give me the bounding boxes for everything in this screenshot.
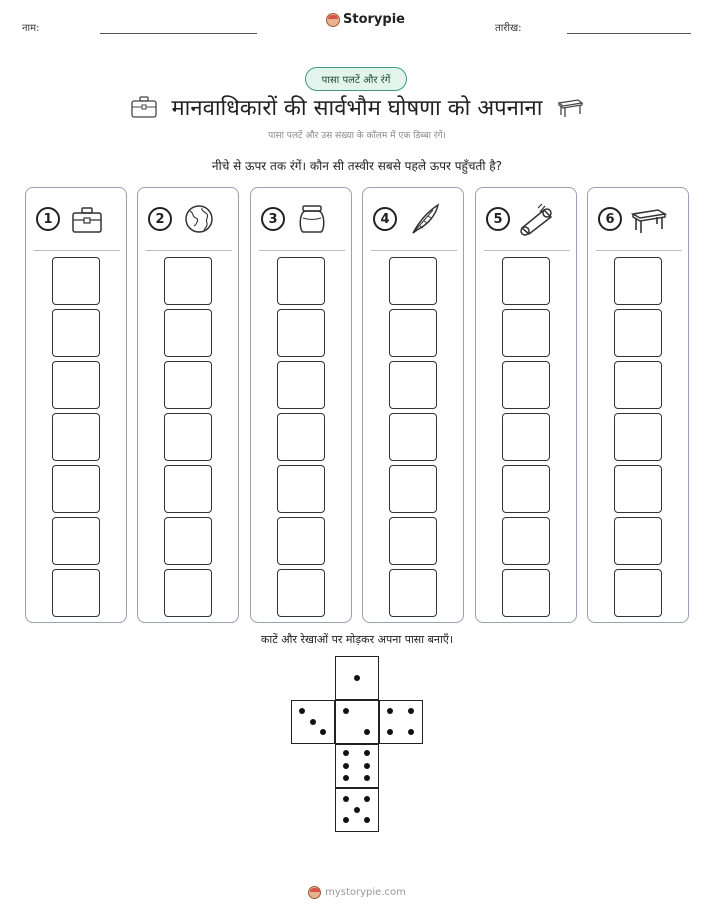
color-box[interactable] <box>502 517 550 565</box>
dice-pip <box>343 750 349 756</box>
column-divider <box>484 250 570 251</box>
dice-face-5 <box>335 788 379 832</box>
color-box[interactable] <box>164 569 212 617</box>
color-box[interactable] <box>164 257 212 305</box>
brand-logo <box>326 12 405 27</box>
column-2 <box>137 187 239 623</box>
name-label: नाम: <box>22 23 40 34</box>
dice-pip <box>354 675 360 681</box>
column-1 <box>25 187 127 623</box>
color-box[interactable] <box>277 517 325 565</box>
column-header <box>598 202 668 236</box>
bear-icon <box>326 13 340 27</box>
dice-pip <box>343 796 349 802</box>
dice-pip <box>364 750 370 756</box>
color-box[interactable] <box>277 309 325 357</box>
color-box[interactable] <box>614 413 662 461</box>
column-divider <box>371 250 457 251</box>
color-box[interactable] <box>502 361 550 409</box>
dice-face-6 <box>335 744 379 788</box>
color-box[interactable] <box>502 309 550 357</box>
dice-face-1 <box>335 656 379 700</box>
dice-pip <box>343 775 349 781</box>
color-box[interactable] <box>502 569 550 617</box>
column-3 <box>250 187 352 623</box>
date-line <box>567 33 691 34</box>
bear-icon <box>308 886 321 899</box>
column-4 <box>362 187 464 623</box>
dice-pip <box>310 719 316 725</box>
dice-face-4 <box>379 700 423 744</box>
dice-pip <box>364 763 370 769</box>
color-box[interactable] <box>277 257 325 305</box>
column-number: 5 <box>486 207 510 231</box>
color-box[interactable] <box>52 309 100 357</box>
color-box[interactable] <box>614 517 662 565</box>
color-box[interactable] <box>277 413 325 461</box>
date-label: तारीख: <box>495 23 522 34</box>
color-box[interactable] <box>614 465 662 513</box>
brand-name: Storypie <box>343 12 405 27</box>
footer-url: mystorypie.com <box>325 887 406 898</box>
dice-pip <box>364 775 370 781</box>
footer <box>0 886 714 899</box>
dice-pip <box>343 763 349 769</box>
color-box[interactable] <box>614 569 662 617</box>
color-box[interactable] <box>164 361 212 409</box>
column-header <box>36 202 106 236</box>
dice-pip <box>387 708 393 714</box>
column-number: 1 <box>36 207 60 231</box>
dice-pip <box>364 796 370 802</box>
dice-face-2 <box>335 700 379 744</box>
table-icon <box>556 94 584 120</box>
color-box[interactable] <box>614 309 662 357</box>
color-box[interactable] <box>614 257 662 305</box>
color-box[interactable] <box>389 465 437 513</box>
cut-instruction: काटें और रेखाओं पर मोड़कर अपना पासा बनाएँ। <box>260 633 454 646</box>
color-box[interactable] <box>52 361 100 409</box>
globe-icon <box>180 202 218 236</box>
color-box[interactable] <box>389 257 437 305</box>
color-box[interactable] <box>502 465 550 513</box>
column-6 <box>587 187 689 623</box>
title-row <box>0 92 714 122</box>
color-box[interactable] <box>277 569 325 617</box>
color-box[interactable] <box>52 517 100 565</box>
column-header <box>261 202 331 236</box>
briefcase-icon <box>130 94 158 120</box>
scroll-icon <box>518 202 556 236</box>
briefcase-icon <box>68 202 106 236</box>
color-box[interactable] <box>164 465 212 513</box>
column-divider <box>259 250 345 251</box>
dice-pip <box>354 807 360 813</box>
color-box[interactable] <box>389 309 437 357</box>
page-title: मानवाधिकारों की सार्वभौम घोषणा को अपनाना <box>171 96 543 121</box>
color-box[interactable] <box>502 413 550 461</box>
activity-badge: पासा पलटें और रंगें <box>305 67 407 91</box>
name-line <box>100 33 257 34</box>
subtitle: पासा पलटें और उस संख्या के कॉलम में एक डिब्बा रंगें। <box>268 131 446 141</box>
color-box[interactable] <box>52 257 100 305</box>
color-box[interactable] <box>389 517 437 565</box>
dice-pip <box>408 729 414 735</box>
column-number: 3 <box>261 207 285 231</box>
dice-pip <box>364 729 370 735</box>
color-box[interactable] <box>52 465 100 513</box>
dice-pip <box>387 729 393 735</box>
color-box[interactable] <box>164 517 212 565</box>
color-box[interactable] <box>277 465 325 513</box>
column-divider <box>596 250 682 251</box>
dice-pip <box>343 817 349 823</box>
dice-pip <box>320 729 326 735</box>
column-header <box>373 202 443 236</box>
dice-pip <box>299 708 305 714</box>
color-box[interactable] <box>614 361 662 409</box>
color-box[interactable] <box>389 361 437 409</box>
quill-icon <box>405 202 443 236</box>
column-number: 4 <box>373 207 397 231</box>
dice-face-3 <box>291 700 335 744</box>
color-box[interactable] <box>277 361 325 409</box>
column-5 <box>475 187 577 623</box>
dice-pip <box>343 708 349 714</box>
instruction-text: नीचे से ऊपर तक रंगें। कौन सी तस्वीर सबसे पहले ऊपर पहुँचती है? <box>211 159 503 173</box>
color-box[interactable] <box>164 309 212 357</box>
column-divider <box>146 250 232 251</box>
color-box[interactable] <box>164 413 212 461</box>
column-divider <box>34 250 120 251</box>
color-box[interactable] <box>52 569 100 617</box>
ink-pot-icon <box>293 202 331 236</box>
column-number: 6 <box>598 207 622 231</box>
dice-pip <box>364 817 370 823</box>
color-box[interactable] <box>52 413 100 461</box>
color-box[interactable] <box>389 413 437 461</box>
column-header <box>148 202 218 236</box>
dice-pip <box>408 708 414 714</box>
color-box[interactable] <box>389 569 437 617</box>
color-box[interactable] <box>502 257 550 305</box>
column-header <box>486 202 556 236</box>
table-icon <box>630 202 668 236</box>
column-number: 2 <box>148 207 172 231</box>
